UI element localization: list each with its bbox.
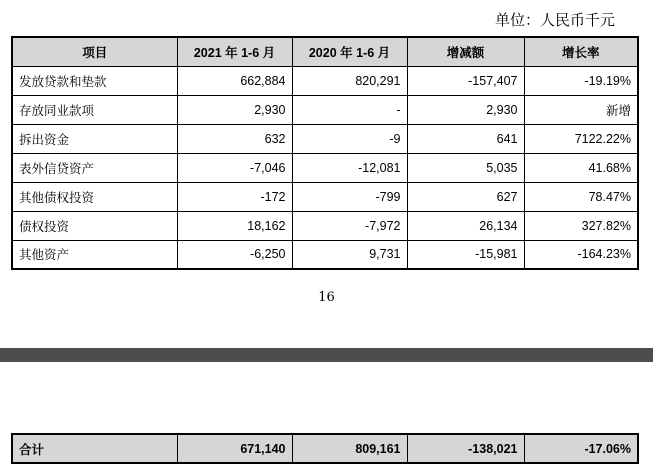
table-row <box>12 95 638 124</box>
row-change: 5,035 <box>407 153 524 182</box>
page-number: 16 <box>318 290 335 305</box>
row-growth: -19.19% <box>524 66 638 95</box>
table-row <box>12 124 638 153</box>
row-item: 债权投资 <box>12 211 177 240</box>
row-2020: - <box>292 95 407 124</box>
row-change: 641 <box>407 124 524 153</box>
row-2021: 18,162 <box>177 211 292 240</box>
row-2021: -6,250 <box>177 240 292 269</box>
row-item: 其他债权投资 <box>12 182 177 211</box>
row-2021: 662,884 <box>177 66 292 95</box>
page-separator-band <box>0 348 653 362</box>
table-row <box>12 66 638 95</box>
unit-label: 单位：人民币千元 <box>494 11 615 29</box>
row-2020: -7,972 <box>292 211 407 240</box>
header-growth: 增长率 <box>524 37 638 66</box>
row-item: 发放贷款和垫款 <box>12 66 177 95</box>
row-change: 627 <box>407 182 524 211</box>
total-2021: 671,140 <box>177 434 292 463</box>
row-2020: 820,291 <box>292 66 407 95</box>
table-row <box>12 153 638 182</box>
header-item: 项目 <box>12 37 177 66</box>
total-label: 合计 <box>12 434 177 463</box>
table-row <box>12 211 638 240</box>
table-header-row <box>12 37 638 66</box>
header-change: 增减额 <box>407 37 524 66</box>
row-growth: -164.23% <box>524 240 638 269</box>
row-growth: 327.82% <box>524 211 638 240</box>
total-growth: -17.06% <box>524 434 638 463</box>
row-item: 表外信贷资产 <box>12 153 177 182</box>
row-item: 存放同业款项 <box>12 95 177 124</box>
row-change: 26,134 <box>407 211 524 240</box>
row-2021: -172 <box>177 182 292 211</box>
row-item: 其他资产 <box>12 240 177 269</box>
row-item: 拆出资金 <box>12 124 177 153</box>
row-growth: 新增 <box>524 95 638 124</box>
row-2020: -9 <box>292 124 407 153</box>
table-row <box>12 240 638 269</box>
row-change: -15,981 <box>407 240 524 269</box>
header-2020: 2020 年 1-6 月 <box>292 37 407 66</box>
total-table <box>11 433 639 464</box>
row-growth: 41.68% <box>524 153 638 182</box>
total-2020: 809,161 <box>292 434 407 463</box>
impairment-table <box>11 36 639 270</box>
row-2021: 632 <box>177 124 292 153</box>
total-row <box>12 434 638 463</box>
total-change: -138,021 <box>407 434 524 463</box>
header-2021: 2021 年 1-6 月 <box>177 37 292 66</box>
table-row <box>12 182 638 211</box>
row-change: -157,407 <box>407 66 524 95</box>
row-2020: -12,081 <box>292 153 407 182</box>
row-2020: 9,731 <box>292 240 407 269</box>
row-growth: 78.47% <box>524 182 638 211</box>
row-change: 2,930 <box>407 95 524 124</box>
row-growth: 7122.22% <box>524 124 638 153</box>
row-2021: -7,046 <box>177 153 292 182</box>
row-2020: -799 <box>292 182 407 211</box>
row-2021: 2,930 <box>177 95 292 124</box>
